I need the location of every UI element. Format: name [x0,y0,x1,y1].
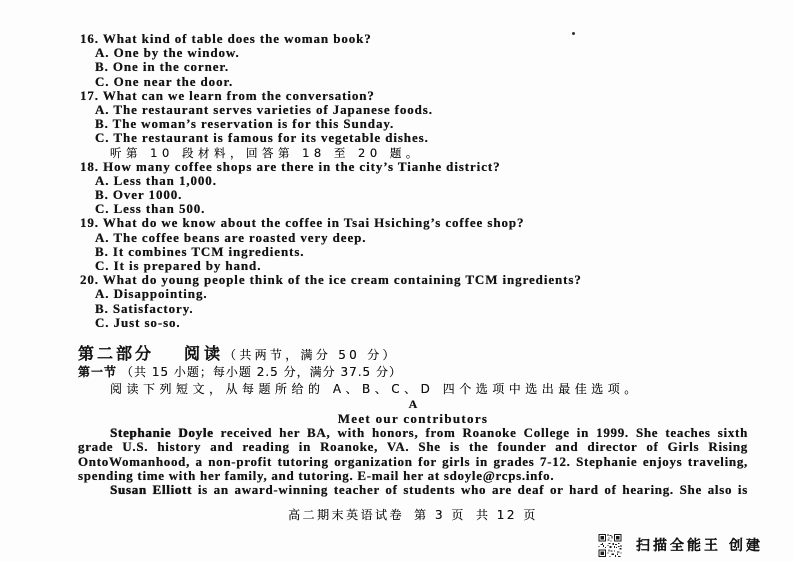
option-text: The woman’s reservation is for this Sunday. [112,116,395,132]
option-text: One in the corner. [112,59,229,75]
question-18 [0,160,794,174]
option-label: A. [95,172,110,188]
section-title: 第一节 [78,365,118,379]
option-text: Less than 1,000. [113,172,217,188]
option-label: C. [95,201,110,217]
option-label: C. [95,258,110,273]
question-20 [0,273,794,287]
page-total: 共 12 页 [475,508,538,522]
section-one-heading [78,365,402,379]
qr-code [598,534,622,557]
paragraph-line: grade U.S. history and reading in Roanoke, VA. She is the founder and director of Girls Rising [78,439,748,455]
option-label: C. [95,130,110,146]
option-label: B. [95,243,109,259]
option-label: B. [95,187,109,203]
question-16-option-a [0,46,794,60]
part-subject: 阅读 [184,344,225,363]
option-text: It is prepared by hand. [113,258,262,273]
option-label: A. [95,101,110,117]
question-19-option-a [0,231,794,245]
reading-directions: 阅读下列短文，从每题所给的 A、B、C、D 四个选项中选出最佳选项。 [110,382,641,396]
question-number: 16. [80,31,99,46]
question-stem: What kind of table does the woman book? [102,31,372,46]
question-number: 20. [80,272,99,288]
section-note: （共 15 小题；每小题 2.5 分，满分 37.5 分） [121,365,402,379]
question-17-option-a [0,103,794,117]
question-stem: What can we learn from the conversation? [102,87,375,103]
question-stem: What do young people think of the ice cream containing TCM ingredients? [102,272,582,288]
watermark-action: 创建 [729,538,763,554]
paragraph-line [78,426,748,440]
option-text: One by the window. [113,45,240,61]
option-text: One near the door. [113,73,234,89]
question-17-option-c [0,131,794,145]
paragraph-line: OntoWomanhood, a non-profit tutoring organization for girls in grades 7-12. Stephanie enjoys traveling, [78,453,748,469]
question-19 [0,216,794,230]
option-label: A. [95,229,110,245]
option-text: Just so-so. [113,314,181,330]
paragraph-text: received her BA, with honors, from Roanoke College in 1999. She teaches sixth [220,425,749,440]
option-text: Over 1000. [112,187,183,203]
option-label: A. [95,45,110,61]
option-text: Less than 500. [113,201,206,217]
question-16 [0,32,794,46]
option-text: The coffee beans are roasted very deep. [113,229,367,245]
contributor-name: Susan Elliott [110,482,193,497]
option-text: The restaurant serves varieties of Japanese foods. [113,101,433,117]
question-18-option-b [0,188,794,202]
question-19-option-b [0,245,794,259]
option-label: C. [95,73,110,89]
page-number: 第 3 页 [414,508,466,522]
question-number: 17. [80,87,99,103]
part-two-heading [78,345,398,363]
passage-body [78,426,748,497]
question-17-option-b [0,117,794,131]
option-label: A. [95,286,110,302]
paragraph-line [78,483,748,497]
option-label: C. [95,314,110,330]
question-stem: What do we know about the coffee in Tsai Hsiching’s coffee shop? [102,215,525,231]
paragraph-text: is an award-winning teacher of students who are deaf or hard of hearing. She also is [197,482,748,497]
option-text: It combines TCM ingredients. [112,243,305,259]
option-label: B. [95,116,109,132]
passage-title: Meet our contributors [337,411,489,426]
question-number: 19. [80,215,99,231]
option-text: Satisfactory. [112,300,194,316]
question-19-option-c [0,259,794,273]
option-text: The restaurant is famous for its vegetable dishes. [113,130,429,146]
option-label: B. [95,59,109,75]
question-20-option-a [0,287,794,301]
question-18-option-c [0,202,794,216]
question-16-option-c [0,75,794,89]
paragraph-line: spending time with her family, and tutoring. E-mail her at sdoyle@rcps.info. [78,467,555,483]
question-stem: How many coffee shops are there in the city’s Tianhe district? [103,158,501,174]
question-20-option-c [0,316,794,330]
exam-title: 高二期末英语试卷 [288,508,405,522]
page-footer [78,508,748,522]
question-17 [0,89,794,103]
question-18-option-a [0,174,794,188]
question-16-option-b [0,60,794,74]
part-note: （共两节，满分 50 分） [224,348,398,362]
option-text: Disappointing. [113,286,208,302]
listening-questions [0,32,794,330]
passage-label: A [408,397,418,411]
scanner-watermark [636,538,763,554]
part-title: 第二部分 [78,344,155,363]
contributor-name: Stephanie Doyle [110,425,214,440]
option-label: B. [95,300,109,316]
listening-instruction: 听第 10 段材料，回答第 18 至 20 题。 [110,145,422,160]
question-number: 18. [80,158,99,174]
question-20-option-b [0,302,794,316]
watermark-app-name: 扫描全能王 [636,538,721,554]
